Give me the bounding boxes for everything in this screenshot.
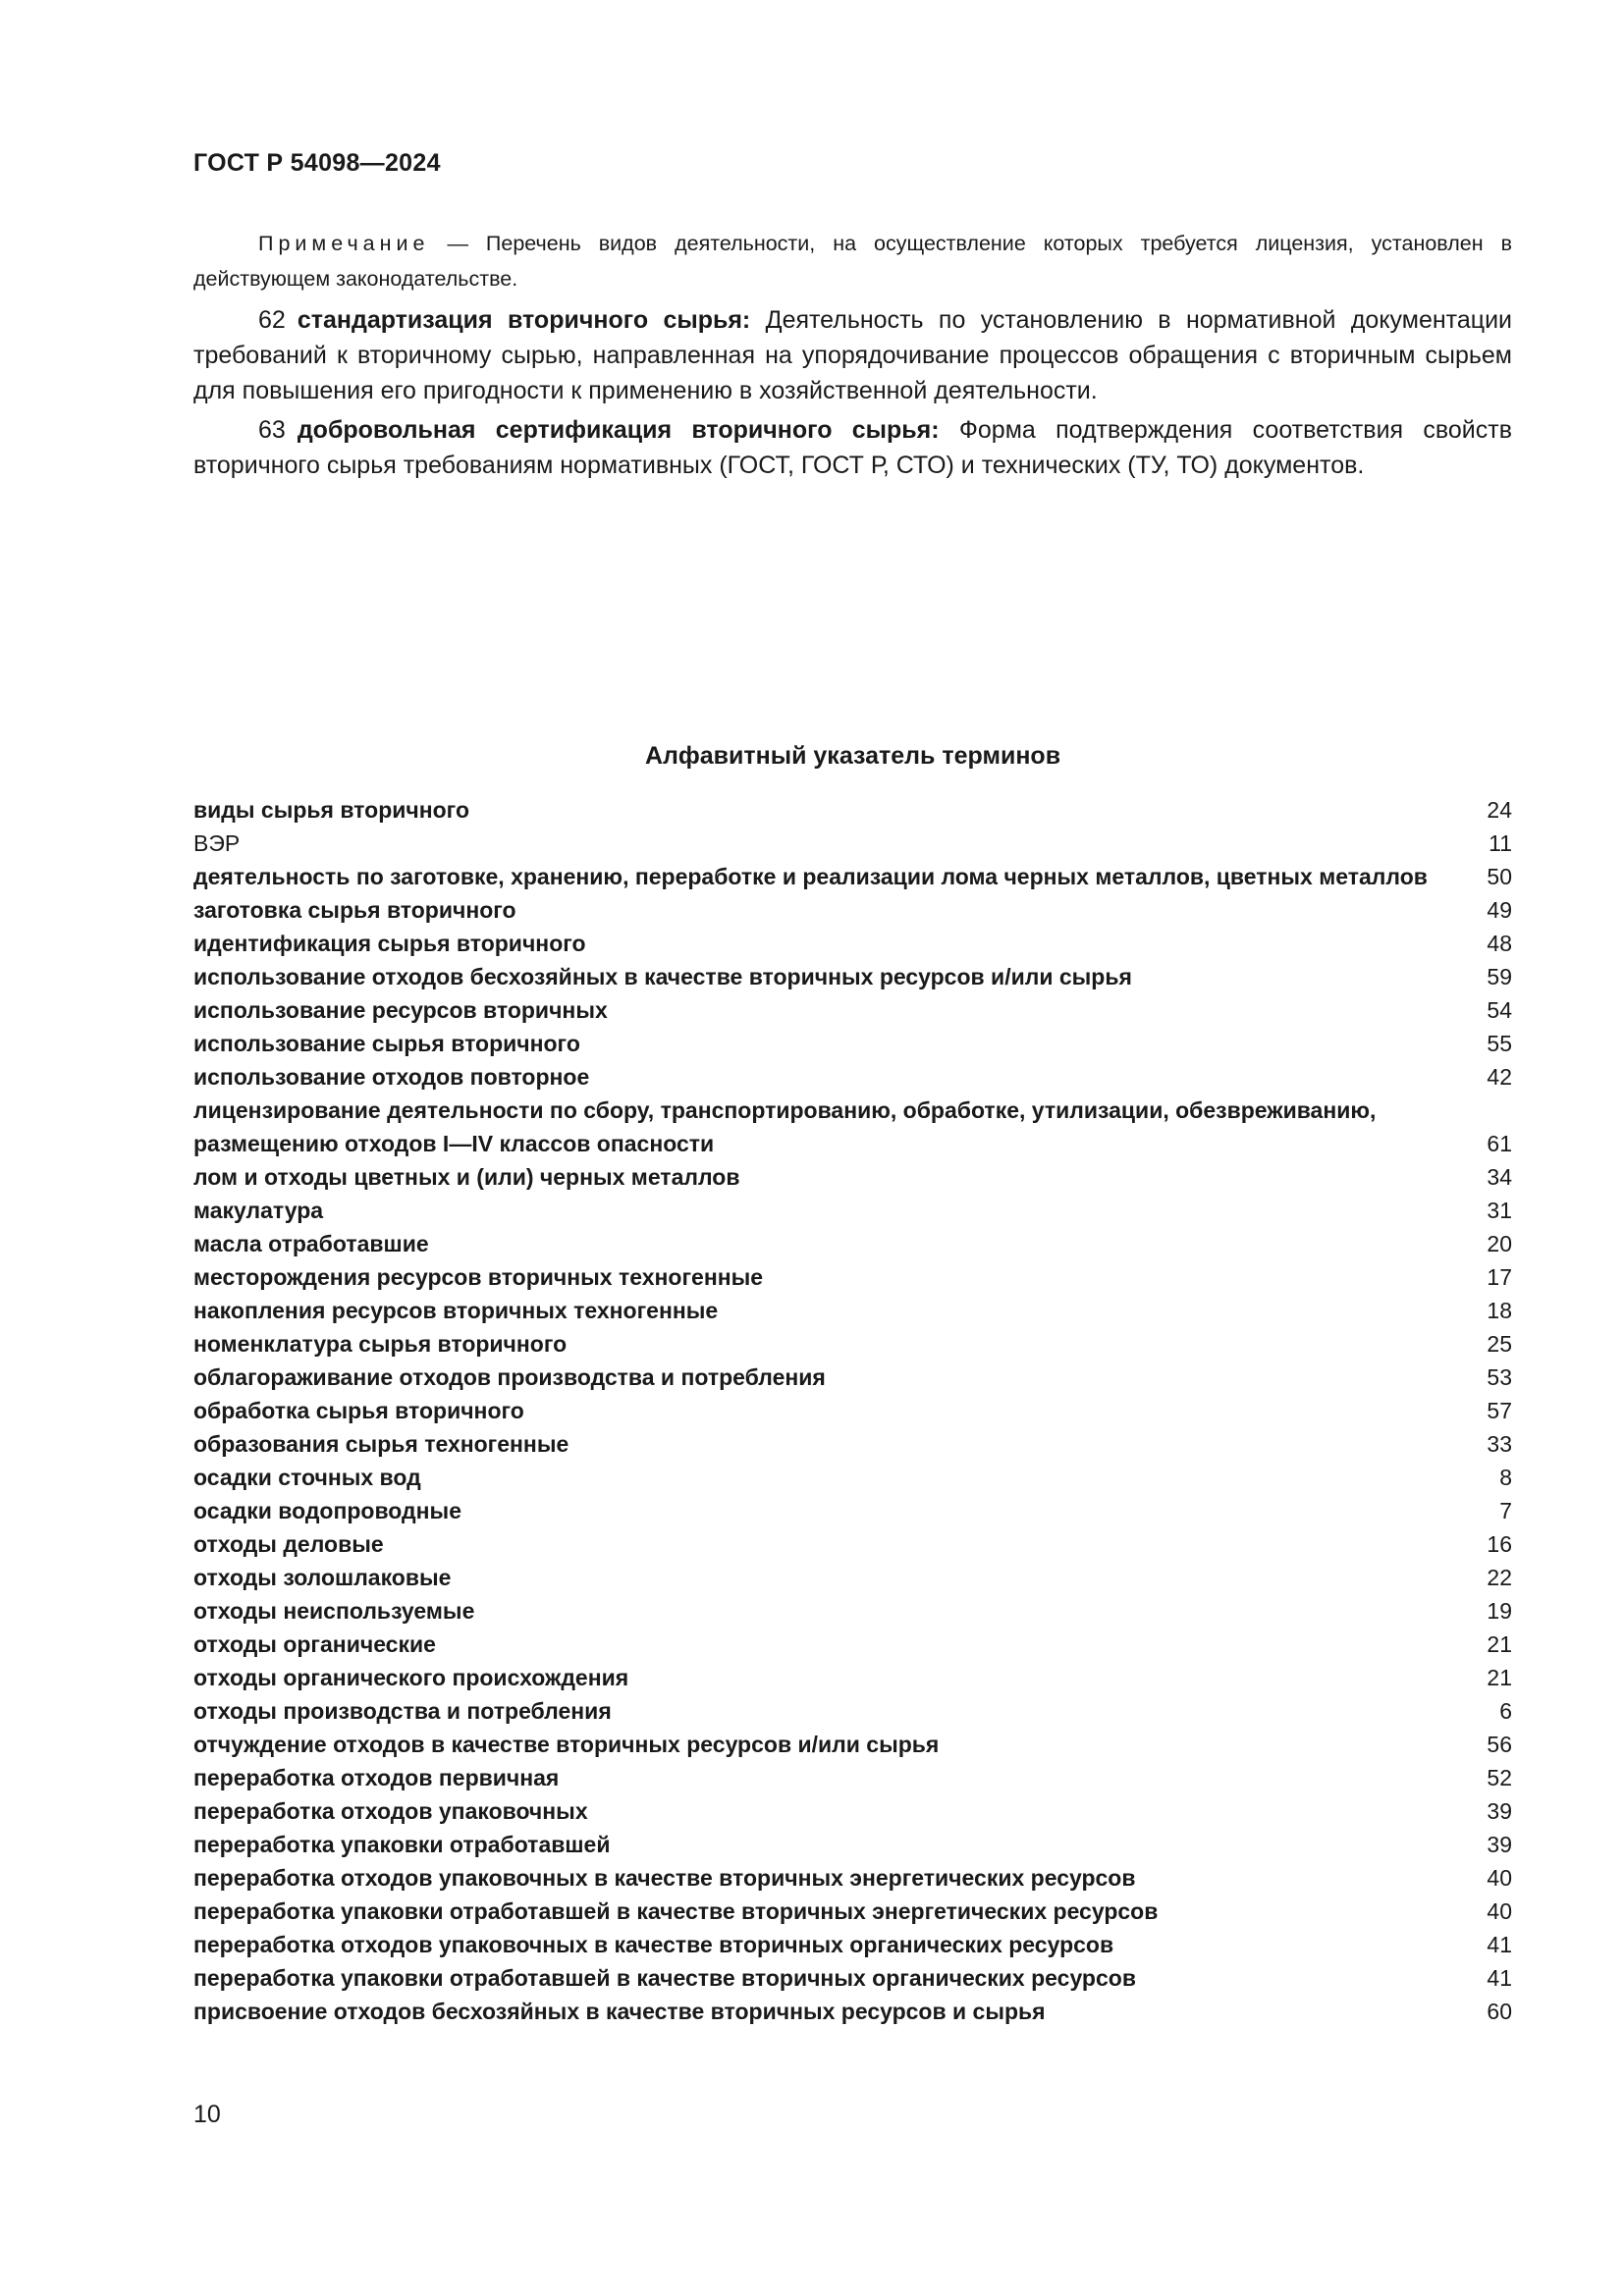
index-entry bbox=[193, 993, 1512, 1027]
term-definition-62 bbox=[193, 302, 1512, 408]
index-term: виды сырья вторичного bbox=[193, 797, 469, 823]
index-entry bbox=[193, 1294, 1512, 1327]
index-entry bbox=[193, 1861, 1512, 1895]
index-entry bbox=[193, 860, 1512, 893]
alphabetical-index bbox=[193, 793, 1512, 2028]
index-page: 49 bbox=[1487, 897, 1512, 923]
index-term: образования сырья техногенные bbox=[193, 1431, 569, 1457]
index-term: отходы производства и потребления bbox=[193, 1698, 612, 1724]
index-page: 22 bbox=[1487, 1565, 1512, 1590]
index-entry bbox=[193, 927, 1512, 960]
index-page: 16 bbox=[1487, 1531, 1512, 1557]
index-term: отчуждение отходов в качестве вторичных ресурсов и/или сырья bbox=[193, 1732, 940, 1757]
index-term: месторождения ресурсов вторичных техногенные bbox=[193, 1264, 764, 1290]
index-term: ВЭР bbox=[193, 830, 241, 856]
index-term: отходы деловые bbox=[193, 1531, 384, 1557]
index-term: переработка упаковки отработавшей в качестве вторичных органических ресурсов bbox=[193, 1965, 1136, 1991]
note-label: Примечание bbox=[258, 232, 430, 255]
index-page: 33 bbox=[1487, 1431, 1512, 1457]
term-definition-63 bbox=[193, 412, 1512, 483]
index-term: использование сырья вторичного bbox=[193, 1031, 580, 1056]
term-name: стандартизация вторичного сырья: bbox=[297, 306, 751, 334]
index-entry bbox=[193, 1561, 1512, 1594]
index-term: переработка упаковки отработавшей в качестве вторичных энергетических ресурсов bbox=[193, 1898, 1159, 1924]
index-entry bbox=[193, 1928, 1512, 1961]
index-entry bbox=[193, 1494, 1512, 1527]
index-entry bbox=[193, 1794, 1512, 1828]
index-term: использование ресурсов вторичных bbox=[193, 997, 608, 1023]
index-entry bbox=[193, 1394, 1512, 1427]
index-entry bbox=[193, 1995, 1512, 2028]
index-entry bbox=[193, 893, 1512, 927]
index-page: 39 bbox=[1487, 1832, 1512, 1857]
note-text: — Перечень видов деятельности, на осуществление которых требуется лицензия, установлен в действующем законодательстве. bbox=[193, 232, 1512, 291]
index-term: переработка отходов первичная bbox=[193, 1765, 560, 1790]
index-term: лицензирование деятельности по сбору, транспортированию, обработке, утилизации, обезвреживанию, размещению отходов I—IV классов опасности bbox=[193, 1097, 1377, 1156]
index-term: использование отходов бесхозяйных в качестве вторичных ресурсов и/или сырья bbox=[193, 964, 1132, 989]
index-page: 61 bbox=[1487, 1131, 1512, 1156]
index-term: отходы органические bbox=[193, 1631, 436, 1657]
index-page: 17 bbox=[1487, 1264, 1512, 1290]
index-page: 24 bbox=[1487, 797, 1512, 823]
index-page: 6 bbox=[1499, 1698, 1512, 1724]
index-page: 34 bbox=[1487, 1164, 1512, 1190]
index-page: 55 bbox=[1487, 1031, 1512, 1056]
index-term: переработка отходов упаковочных bbox=[193, 1798, 588, 1824]
index-page: 25 bbox=[1487, 1331, 1512, 1357]
index-page: 21 bbox=[1487, 1631, 1512, 1657]
index-term: осадки сточных вод bbox=[193, 1465, 421, 1490]
index-page: 7 bbox=[1499, 1498, 1512, 1523]
index-term: накопления ресурсов вторичных техногенные bbox=[193, 1298, 719, 1323]
index-page: 8 bbox=[1499, 1465, 1512, 1490]
index-entry bbox=[193, 1361, 1512, 1394]
index-term: облагораживание отходов производства и потребления bbox=[193, 1364, 826, 1390]
index-term: масла отработавшие bbox=[193, 1231, 429, 1256]
index-term: присвоение отходов бесхозяйных в качестве вторичных ресурсов и сырья bbox=[193, 1999, 1046, 2024]
index-term: переработка отходов упаковочных в качестве вторичных органических ресурсов bbox=[193, 1932, 1114, 1957]
index-entry bbox=[193, 1260, 1512, 1294]
index-page: 39 bbox=[1487, 1798, 1512, 1824]
index-term: отходы органического происхождения bbox=[193, 1665, 629, 1690]
index-page: 41 bbox=[1487, 1965, 1512, 1991]
index-page: 20 bbox=[1487, 1231, 1512, 1256]
index-entry bbox=[193, 1060, 1512, 1094]
index-term: номенклатура сырья вторичного bbox=[193, 1331, 568, 1357]
index-page: 31 bbox=[1487, 1198, 1512, 1223]
page-number: 10 bbox=[193, 2101, 221, 2128]
index-title: Алфавитный указатель терминов bbox=[644, 742, 1061, 770]
index-term: идентификация сырья вторичного bbox=[193, 931, 586, 956]
index-term: использование отходов повторное bbox=[193, 1064, 590, 1090]
index-entry bbox=[193, 1961, 1512, 1995]
index-entry bbox=[193, 1828, 1512, 1861]
index-entry bbox=[193, 1694, 1512, 1728]
index-term: осадки водопроводные bbox=[193, 1498, 461, 1523]
index-page: 60 bbox=[1487, 1999, 1512, 2024]
index-term: лом и отходы цветных и (или) черных металлов bbox=[193, 1164, 740, 1190]
term-name: добровольная сертификация вторичного сырья: bbox=[297, 416, 940, 444]
index-entry bbox=[193, 1327, 1512, 1361]
document-header: ГОСТ Р 54098—2024 bbox=[193, 149, 441, 177]
index-entry bbox=[193, 1661, 1512, 1694]
index-page: 18 bbox=[1487, 1298, 1512, 1323]
index-page: 56 bbox=[1487, 1732, 1512, 1757]
index-page: 59 bbox=[1487, 964, 1512, 989]
index-page: 54 bbox=[1487, 997, 1512, 1023]
index-page: 53 bbox=[1487, 1364, 1512, 1390]
index-entry bbox=[193, 1427, 1512, 1461]
term-number: 63 bbox=[258, 416, 286, 444]
index-entry bbox=[193, 1094, 1512, 1160]
index-term: обработка сырья вторичного bbox=[193, 1398, 524, 1423]
index-page: 52 bbox=[1487, 1765, 1512, 1790]
index-page: 50 bbox=[1487, 864, 1512, 889]
index-page: 21 bbox=[1487, 1665, 1512, 1690]
term-number: 62 bbox=[258, 306, 286, 334]
index-entry bbox=[193, 1227, 1512, 1260]
index-term: макулатура bbox=[193, 1198, 324, 1223]
index-entry bbox=[193, 827, 1512, 860]
index-page: 57 bbox=[1487, 1398, 1512, 1423]
index-page: 11 bbox=[1489, 830, 1512, 856]
index-term: отходы золошлаковые bbox=[193, 1565, 452, 1590]
index-entry bbox=[193, 1194, 1512, 1227]
index-entry bbox=[193, 1027, 1512, 1060]
index-page: 42 bbox=[1487, 1064, 1512, 1090]
index-page: 48 bbox=[1487, 931, 1512, 956]
term-text: Форма подтверждения соответствия свойств вторичного сырья требованиям нормативных (ГОСТ, ГОСТ Р, СТО) и технических (ТУ, ТО) документов. bbox=[193, 416, 1512, 479]
index-entry bbox=[193, 1895, 1512, 1928]
index-entry bbox=[193, 1461, 1512, 1494]
index-entry bbox=[193, 1594, 1512, 1628]
index-entry bbox=[193, 960, 1512, 993]
index-term: переработка упаковки отработавшей bbox=[193, 1832, 611, 1857]
note bbox=[193, 226, 1512, 296]
index-term: отходы неиспользуемые bbox=[193, 1598, 475, 1624]
index-entry bbox=[193, 1761, 1512, 1794]
index-page: 41 bbox=[1487, 1932, 1512, 1957]
index-entry bbox=[193, 1160, 1512, 1194]
index-term: деятельность по заготовке, хранению, переработке и реализации лома черных металлов, цветных металлов bbox=[193, 864, 1428, 889]
index-page: 19 bbox=[1487, 1598, 1512, 1624]
index-entry bbox=[193, 793, 1512, 827]
index-term: переработка отходов упаковочных в качестве вторичных энергетических ресурсов bbox=[193, 1865, 1136, 1891]
index-entry bbox=[193, 1728, 1512, 1761]
index-term: заготовка сырья вторичного bbox=[193, 897, 516, 923]
index-entry bbox=[193, 1527, 1512, 1561]
index-page: 40 bbox=[1487, 1865, 1512, 1891]
term-text: Деятельность по установлению в нормативной документации требований к вторичному сырью, направленная на упорядочивание процессов обращения с вторичным сырьем для повышения его пригодности к применению в хозяйственной деятельности. bbox=[193, 306, 1512, 404]
index-entry bbox=[193, 1628, 1512, 1661]
index-page: 40 bbox=[1487, 1898, 1512, 1924]
